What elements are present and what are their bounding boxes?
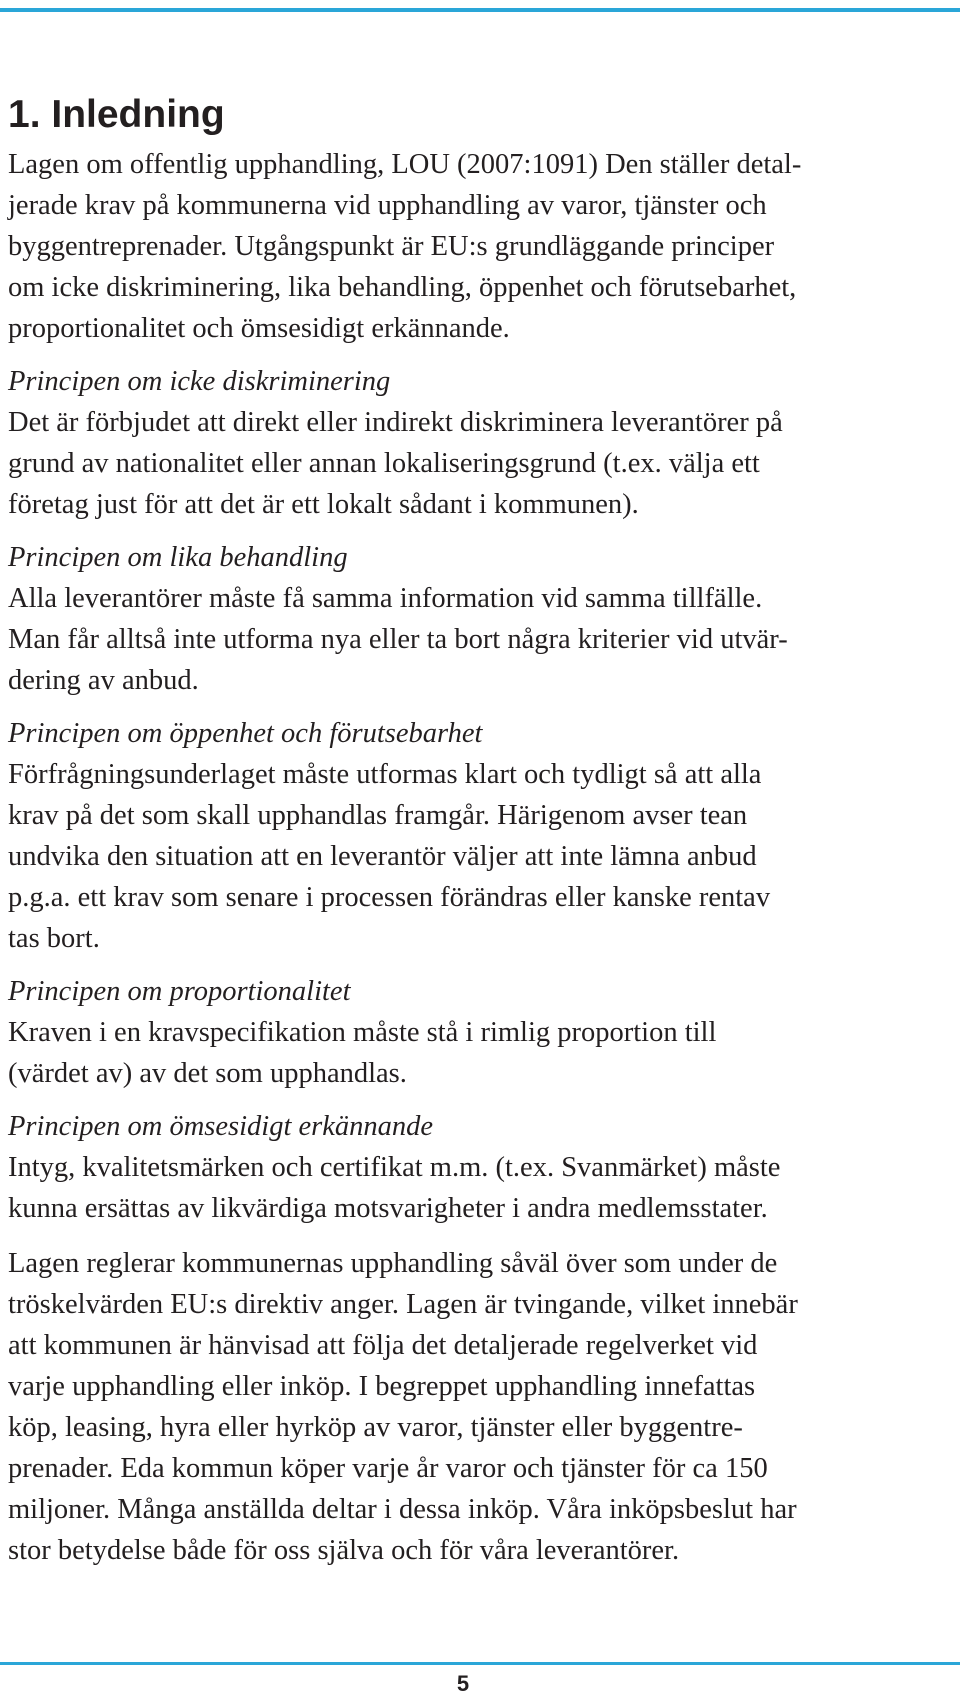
closing-line: stor betydelse både för oss själva och för våra leverantörer. bbox=[8, 1535, 680, 1566]
closing-line: att kommunen är hänvisad att följa det detaljerade regelverket vid bbox=[8, 1330, 758, 1361]
section-line: krav på det som skall upphandlas framgår. Härigenom avser tean bbox=[8, 800, 748, 831]
page-title: 1. Inledning bbox=[8, 93, 225, 136]
spacer bbox=[8, 525, 952, 537]
section-body-mutual-recognition bbox=[8, 1147, 952, 1229]
intro-line: proportionalitet och ömsesidigt erkännande. bbox=[8, 313, 510, 344]
section-line: Det är förbjudet att direkt eller indirekt diskriminera leverantörer på bbox=[8, 407, 783, 438]
section-line: p.g.a. ett krav som senare i processen förändras eller kanske rentav bbox=[8, 882, 771, 913]
section-body-equal-treatment bbox=[8, 578, 952, 701]
spacer bbox=[8, 349, 952, 361]
section-line: tas bort. bbox=[8, 923, 100, 954]
section-line: dering av anbud. bbox=[8, 665, 199, 696]
section-body-non-discrimination bbox=[8, 402, 952, 525]
page-content bbox=[8, 86, 952, 1571]
bottom-rule bbox=[0, 1662, 960, 1665]
closing-line: köp, leasing, hyra eller hyrköp av varor, tjänster eller byggentre- bbox=[8, 1412, 743, 1443]
section-line: Förfrågningsunderlaget måste utformas klart och tydligt så att alla bbox=[8, 759, 762, 790]
section-line: Alla leverantörer måste få samma information vid samma tillfälle. bbox=[8, 583, 763, 614]
closing-line: Lagen reglerar kommunernas upphandling såväl över som under de bbox=[8, 1248, 778, 1279]
section-line: grund av nationalitet eller annan lokaliseringsgrund (t.ex. välja ett bbox=[8, 448, 760, 479]
spacer bbox=[8, 701, 952, 713]
section-line: företag just för att det är ett lokalt sådant i kommunen). bbox=[8, 489, 639, 520]
section-title-non-discrimination: Principen om icke diskriminering bbox=[8, 366, 391, 397]
closing-line: prenader. Eda kommun köper varje år varor och tjänster för ca 150 bbox=[8, 1453, 768, 1484]
intro-line: byggentreprenader. Utgångspunkt är EU:s grundläggande principer bbox=[8, 231, 775, 262]
top-rule bbox=[0, 8, 960, 12]
section-title-mutual-recognition: Principen om ömsesidigt erkännande bbox=[8, 1111, 434, 1142]
section-body-transparency bbox=[8, 754, 952, 959]
intro-line: Lagen om offentlig upphandling, LOU (2007:1091) Den ställer detal- bbox=[8, 149, 802, 180]
section-line: Man får alltså inte utforma nya eller ta bort några kriterier vid utvär- bbox=[8, 624, 788, 655]
intro-paragraph bbox=[8, 144, 952, 349]
section-title-transparency: Principen om öppenhet och förutsebarhet bbox=[8, 718, 483, 749]
intro-line: jerade krav på kommunerna vid upphandling av varor, tjänster och bbox=[8, 190, 767, 221]
section-body-proportionality bbox=[8, 1012, 952, 1094]
section-line: kunna ersättas av likvärdiga motsvarigheter i andra medlemsstater. bbox=[8, 1193, 768, 1224]
closing-paragraph bbox=[8, 1243, 952, 1571]
page-number: 5 bbox=[456, 1671, 470, 1696]
closing-line: tröskelvärden EU:s direktiv anger. Lagen är tvingande, vilket innebär bbox=[8, 1289, 798, 1320]
spacer bbox=[8, 1229, 952, 1243]
section-line: undvika den situation att en leverantör väljer att inte lämna anbud bbox=[8, 841, 757, 872]
section-line: Intyg, kvalitetsmärken och certifikat m.m. (t.ex. Svanmärket) måste bbox=[8, 1152, 781, 1183]
section-line: (värdet av) av det som upphandlas. bbox=[8, 1058, 407, 1089]
spacer bbox=[8, 1094, 952, 1106]
intro-line: om icke diskriminering, lika behandling, öppenhet och förutsebarhet, bbox=[8, 272, 797, 303]
section-title-equal-treatment: Principen om lika behandling bbox=[8, 542, 348, 573]
closing-line: varje upphandling eller inköp. I begreppet upphandling innefattas bbox=[8, 1371, 756, 1402]
section-line: Kraven i en kravspecifikation måste stå i rimlig proportion till bbox=[8, 1017, 717, 1048]
spacer bbox=[8, 959, 952, 971]
closing-line: miljoner. Många anställda deltar i dessa inköp. Våra inköpsbeslut har bbox=[8, 1494, 797, 1525]
section-title-proportionality: Principen om proportionalitet bbox=[8, 976, 351, 1007]
